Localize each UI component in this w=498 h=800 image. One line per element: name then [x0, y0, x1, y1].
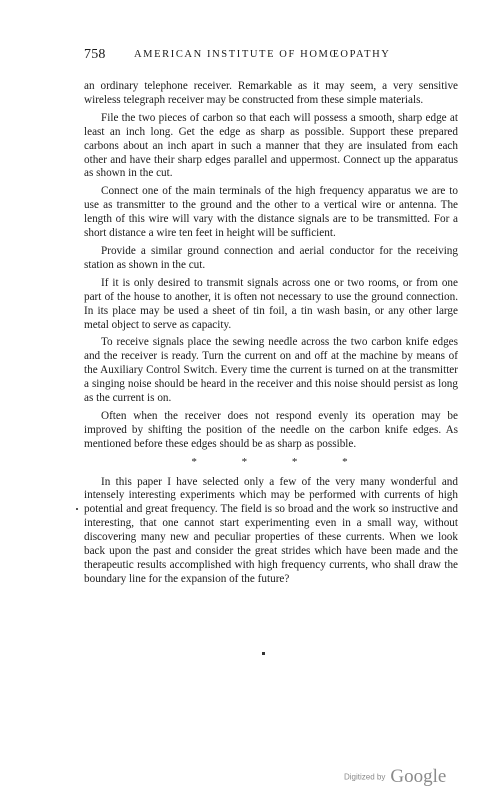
watermark-text: Digitized by — [344, 772, 386, 782]
paragraph: an ordinary telephone receiver. Remarkable as it may seem, a very sensitive wireless telegraph receiver may be constructed from these simple materials. — [84, 80, 458, 106]
paragraph: If it is only desired to transmit signals across one or two rooms, or from one part of the house to another, it is often not necessary to use the ground connection. In its place may be used a sheet of tin foil, a tin wash basin, or any other large metal object to serve as capacity. — [84, 276, 458, 331]
google-logo: Google — [390, 766, 447, 787]
paragraph: Often when the receiver does not respond evenly its operation may be improved by shifting the position of the needle on the carbon knife edges. As mentioned before these edges should be as sharp as possible. — [84, 409, 458, 450]
body-text — [84, 80, 458, 591]
ink-dot — [262, 652, 265, 655]
stray-ink-mark — [76, 508, 78, 510]
page-header — [84, 47, 458, 65]
paragraph: File the two pieces of carbon so that each will possess a smooth, sharp edge at least an inch long. Get the edge as sharp as possible. Support these prepared carbons about an inch apart in such a manner that they are insulated from each other and have their sharp edges parallel and uppermost. Connect up the apparatus as shown in the cut. — [84, 111, 458, 180]
paragraph: To receive signals place the sewing needle across the two carbon knife edges and the receiver is ready. Turn the current on and off at the machine by means of the Auxiliary Control Switch. Every time the current is turned on at the transmitter a singing noise should be heard in the receiver and this noise should persist as long as the current is on. — [84, 336, 458, 405]
paragraph: In this paper I have selected only a few of the very many wonderful and intensely interesting experiments which may be performed with currents of high potential and great frequency. The field is so broad and the work so instructive and interesting, that one cannot start experimenting even in a small way, without discovering many new and peculiar properties of these currents. When we look back upon the past and consider the great strides which have been made and the therapeutic results accomplished with high frequency currents, who shall draw the boundary line for the expansion of the future? — [84, 475, 458, 585]
section-separator: * * * * — [191, 455, 369, 468]
page-number: 758 — [84, 47, 106, 62]
paragraph: Connect one of the main terminals of the high frequency apparatus we are to use as transmitter to the ground and the other to a vertical wire or antenna. The length of this wire will vary with the distance signals are to be transmitted. For a short distance a wire ten feet in height will be sufficient. — [84, 185, 458, 240]
paragraph: Provide a similar ground connection and aerial conductor for the receiving station as shown in the cut. — [84, 244, 458, 271]
running-head: AMERICAN INSTITUTE OF HOMŒOPATHY — [134, 49, 391, 60]
digitized-by-google-watermark — [344, 766, 446, 788]
